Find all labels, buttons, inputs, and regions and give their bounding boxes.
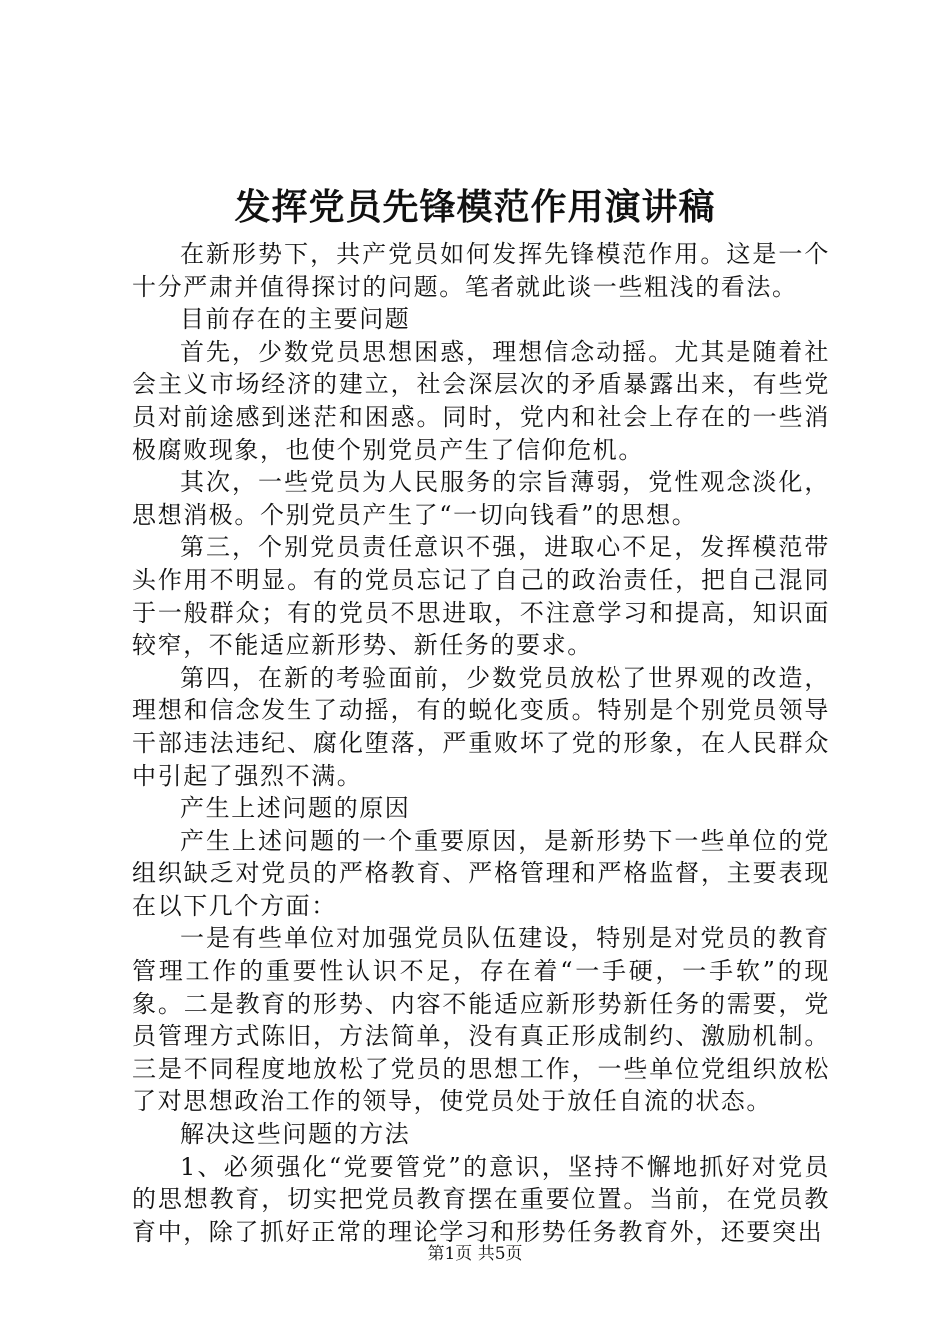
paragraph-fourth-problem: 第四，在新的考验面前，少数党员放松了世界观的改造，理想和信念发生了动摇，有的蜕化变质。特别是个别党员领导干部违法违纪、腐化堕落，严重败坏了党的形象，在人民群众中引起了强烈不满。 bbox=[132, 663, 830, 790]
paragraph-second-problem: 其次，一些党员为人民服务的宗旨薄弱，党性观念淡化，思想消极。个别党员产生了“一切向钱看”的思想。 bbox=[132, 468, 830, 529]
document-title: 发挥党员先锋模范作用演讲稿 bbox=[234, 186, 716, 228]
paragraph-first-problem: 首先，少数党员思想困惑，理想信念动摇。尤其是随着社会主义市场经济的建立，社会深层次的矛盾暴露出来，有些党员对前途感到迷茫和困惑。同时，党内和社会上存在的一些消极腐败现象，也使个别党员产生了信仰危机。 bbox=[132, 337, 830, 464]
paragraph-intro: 在新形势下，共产党员如何发挥先锋模范作用。这是一个十分严肃并值得探讨的问题。笔者就此谈一些粗浅的看法。 bbox=[132, 240, 830, 301]
paragraph-third-problem: 第三，个别党员责任意识不强，进取心不足，发挥模范带头作用不明显。有的党员忘记了自己的政治责任，把自己混同于一般群众；有的党员不思进取，不注意学习和提高，知识面较窄，不能适应新形势、新任务的要求。 bbox=[132, 533, 830, 660]
section-heading-problems: 目前存在的主要问题 bbox=[180, 305, 411, 334]
paragraph-main-cause: 产生上述问题的一个重要原因，是新形势下一些单位的党组织缺乏对党员的严格教育、严格管理和严格监督，主要表现在以下几个方面： bbox=[132, 826, 830, 920]
paragraph-cause-details: 一是有些单位对加强党员队伍建设，特别是对党员的教育管理工作的重要性认识不足，存在着“一手硬，一手软”的现象。二是教育的形势、内容不能适应新形势新任务的需要，党员管理方式陈旧，方法简单，没有真正形成制约、激励机制。三是不同程度地放松了党员的思想工作，一些单位党组织放松了对思想政治工作的领导，使党员处于放任自流的状态。 bbox=[132, 924, 830, 1116]
paragraph-solution-one: 1、必须强化“党要管党”的意识，坚持不懈地抓好对党员的思想教育，切实把党员教育摆在重要位置。当前，在党员教育中，除了抓好正常的理论学习和形势任务教育外，还要突出 bbox=[132, 1152, 830, 1246]
section-heading-causes: 产生上述问题的原因 bbox=[180, 794, 411, 823]
page-number-footer: 第1页 共5页 bbox=[427, 1244, 523, 1264]
document-body bbox=[132, 238, 830, 1248]
section-heading-solutions: 解决这些问题的方法 bbox=[180, 1120, 411, 1149]
